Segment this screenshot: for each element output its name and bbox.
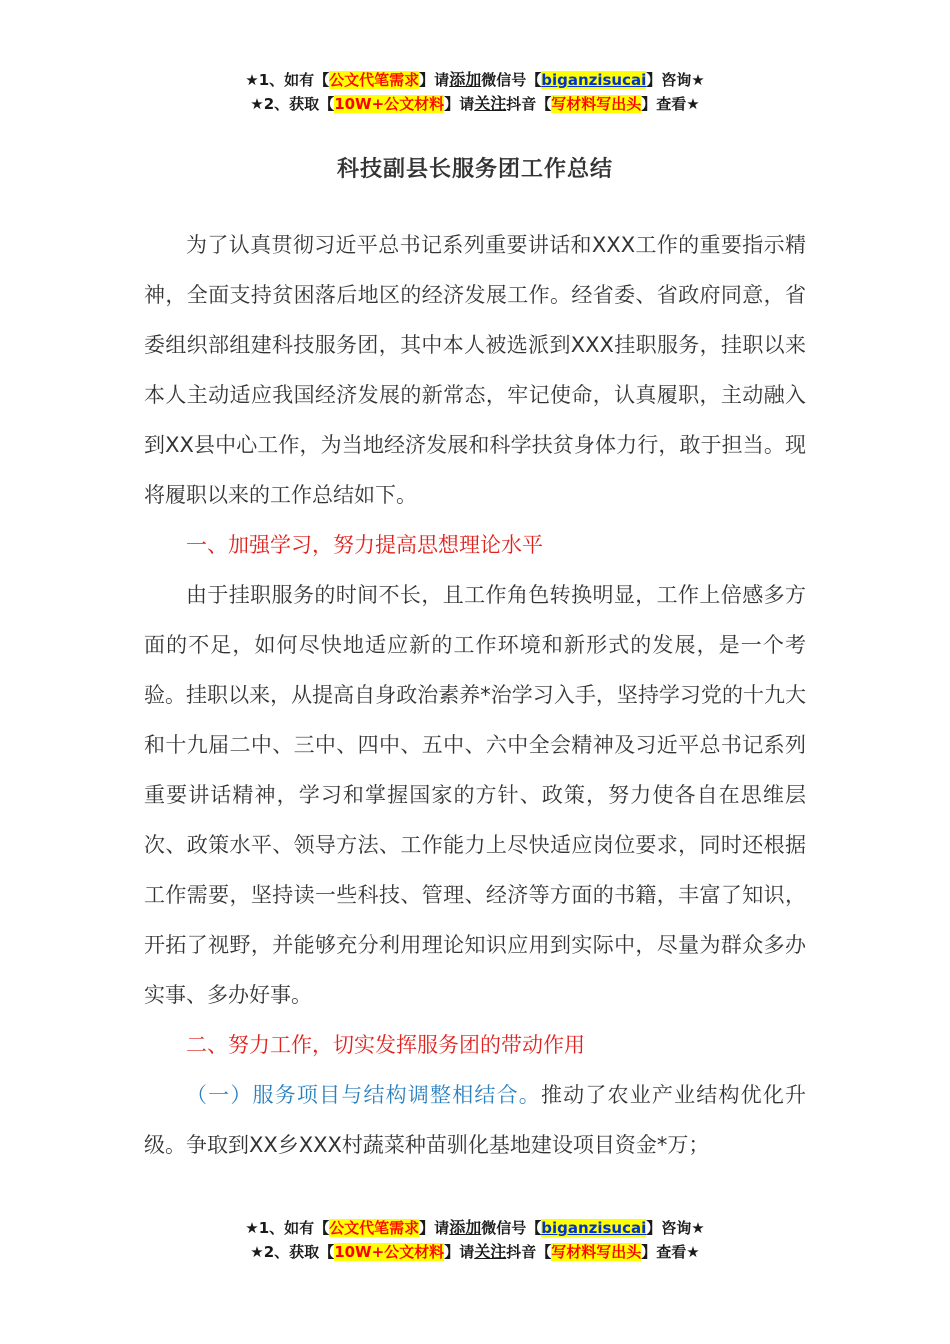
- banner-underline: 添加: [449, 70, 482, 89]
- banner-text: 】请: [419, 1219, 450, 1237]
- banner-highlight: 写材料写出头: [551, 95, 642, 113]
- section-1-heading: 一、加强学习，努力提高思想理论水平: [186, 533, 543, 557]
- banner-highlight: 10W+公文材料: [334, 95, 445, 113]
- banner-underline: 添加: [449, 1218, 482, 1237]
- banner-wechat-id: biganzisucai: [541, 71, 647, 89]
- section-2-heading: 二、努力工作，切实发挥服务团的带动作用: [186, 1033, 585, 1057]
- intro-paragraph: 为了认真贯彻习近平总书记系列重要讲话和XXX工作的重要指示精神，全面支持贫困落后地区的经济发展工作。经省委、省政府同意，省委组织部组建科技服务团，其中本人被选派到XXX挂职服务，挂职以来本人主动适应我国经济发展的新常态，牢记使命，认真履职，主动融入到XX县中心工作，为当地经济发展和科学扶贫身体力行，敢于担当。现将履职以来的工作总结如下。: [144, 233, 806, 507]
- subsection-1-paragraph: [144, 1070, 806, 1170]
- banner-text: ★1、如有【: [245, 1219, 330, 1237]
- banner-text: ★1、如有【: [245, 71, 330, 89]
- banner-line-2: [0, 92, 950, 116]
- banner-text: ★2、获取【: [250, 95, 335, 113]
- banner-underline: 关注: [474, 1242, 507, 1261]
- section-1-paragraph: 由于挂职服务的时间不长，且工作角色转换明显，工作上倍感多方面的不足，如何尽快地适应新的工作环境和新形式的发展，是一个考验。挂职以来，从提高自身政治素养*治学习入手，坚持学习党的十九大和十九届二中、三中、四中、五中、六中全会精神及习近平总书记系列重要讲话精神，学习和掌握国家的方针、政策，努力使各自在思维层次、政策水平、领导方法、工作能力上尽快适应岗位要求，同时还根据工作需要，坚持读一些科技、管理、经济等方面的书籍，丰富了知识，开拓了视野，并能够充分利用理论知识应用到实际中，尽量为群众多办实事、多办好事。: [144, 583, 806, 1007]
- banner-text: 微信号【: [481, 71, 542, 89]
- banner-line-1: [0, 1216, 950, 1240]
- subsection-1-heading: （一）服务项目与结构调整相结合。: [186, 1083, 541, 1107]
- banner-highlight: 10W+公文材料: [334, 1243, 445, 1261]
- subsection-1-text: 推动了农业产业结构优化升级。争取到XX乡XXX村蔬菜种苗驯化基地建设项目资金*万；: [144, 1083, 807, 1157]
- banner-wechat-id: biganzisucai: [541, 1219, 647, 1237]
- banner-text: ★2、获取【: [250, 1243, 335, 1261]
- banner-line-2: [0, 1240, 950, 1264]
- banner-highlight: 公文代笔需求: [329, 1219, 420, 1237]
- banner-highlight: 写材料写出头: [551, 1243, 642, 1261]
- banner-text: 抖音【: [506, 1243, 552, 1261]
- banner-text: 微信号【: [481, 1219, 542, 1237]
- document-title: 科技副县长服务团工作总结: [336, 157, 613, 182]
- header-banner: [0, 68, 950, 116]
- banner-highlight: 公文代笔需求: [329, 71, 420, 89]
- banner-text: 抖音【: [506, 95, 552, 113]
- banner-underline: 关注: [474, 94, 507, 113]
- banner-text: 】请: [444, 95, 475, 113]
- banner-line-1: [0, 68, 950, 92]
- banner-text: 】咨询★: [646, 1219, 705, 1237]
- document-body: [144, 220, 806, 1170]
- footer-banner: [0, 1216, 950, 1264]
- banner-text: 】咨询★: [646, 71, 705, 89]
- banner-text: 】查看★: [641, 1243, 700, 1261]
- banner-text: 】请: [419, 71, 450, 89]
- banner-text: 】请: [444, 1243, 475, 1261]
- banner-text: 】查看★: [641, 95, 700, 113]
